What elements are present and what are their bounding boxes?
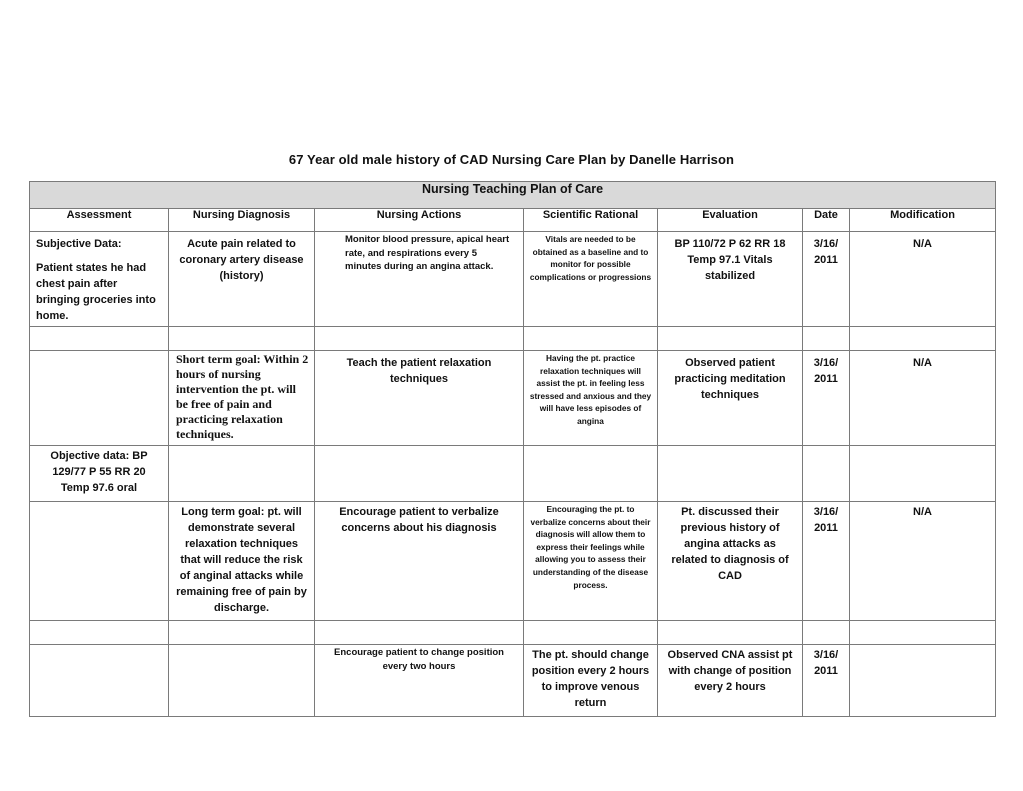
evaluation-cell: BP 110/72 P 62 RR 18 Temp 97.1 Vitals stabilized bbox=[658, 232, 803, 327]
diagnosis-cell: Long term goal: pt. will demonstrate several relaxation techniques that will reduce the risk of anginal attacks while remaining free of pain by discharge. bbox=[169, 502, 315, 621]
action-cell: Monitor blood pressure, apical heart rate, and respirations every 5 minutes during an angina attack. bbox=[315, 232, 524, 327]
action-cell: Teach the patient relaxation techniques bbox=[315, 351, 524, 446]
subjective-label: Subjective Data: bbox=[36, 238, 122, 250]
assessment-cell bbox=[30, 351, 169, 446]
header-row bbox=[30, 209, 996, 232]
assessment-cell bbox=[30, 232, 169, 327]
column-header-date: Date bbox=[803, 209, 850, 232]
care-plan-table bbox=[29, 181, 996, 717]
date-cell: 3/16/ 2011 bbox=[803, 232, 850, 327]
subjective-text: Patient states he had chest pain after bringing groceries into home. bbox=[36, 262, 156, 322]
action-cell: Encourage patient to verbalize concerns about his diagnosis bbox=[315, 502, 524, 621]
objective-data-cell: Objective data: BP 129/77 P 55 RR 20 Temp 97.6 oral bbox=[30, 446, 169, 502]
date-cell: 3/16/ 2011 bbox=[803, 645, 850, 717]
spacer-row bbox=[30, 327, 996, 351]
modification-cell: N/A bbox=[850, 232, 996, 327]
rationale-cell: Having the pt. practice relaxation techniques will assist the pt. in feeling less stressed and anxious and they will have less episodes of angina bbox=[524, 351, 658, 446]
table-row bbox=[30, 232, 996, 327]
table-row bbox=[30, 645, 996, 717]
diagnosis-cell bbox=[169, 645, 315, 717]
spacer-row bbox=[30, 621, 996, 645]
column-header-assessment: Assessment bbox=[30, 209, 169, 232]
table-title-row bbox=[30, 182, 996, 209]
column-header-diagnosis: Nursing Diagnosis bbox=[169, 209, 315, 232]
modification-cell: N/A bbox=[850, 502, 996, 621]
table-row bbox=[30, 351, 996, 446]
table-row bbox=[30, 446, 996, 502]
date-cell: 3/16/ 2011 bbox=[803, 502, 850, 621]
page-title: 67 Year old male history of CAD Nursing Care Plan by Danelle Harrison bbox=[288, 152, 735, 167]
assessment-cell bbox=[30, 645, 169, 717]
modification-cell: N/A bbox=[850, 351, 996, 446]
evaluation-cell: Observed patient practicing meditation techniques bbox=[658, 351, 803, 446]
assessment-cell bbox=[30, 502, 169, 621]
date-cell: 3/16/ 2011 bbox=[803, 351, 850, 446]
column-header-modification: Modification bbox=[850, 209, 996, 232]
evaluation-cell: Pt. discussed their previous history of angina attacks as related to diagnosis of CAD bbox=[658, 502, 803, 621]
table-row bbox=[30, 502, 996, 621]
rationale-cell: Encouraging the pt. to verbalize concerns about their diagnosis will allow them to express their feelings while allowing you to assess their understanding of the disease process. bbox=[524, 502, 658, 621]
column-header-actions: Nursing Actions bbox=[315, 209, 524, 232]
column-header-rationale: Scientific Rational bbox=[524, 209, 658, 232]
rationale-cell: The pt. should change position every 2 hours to improve venous return bbox=[524, 645, 658, 717]
modification-cell bbox=[850, 645, 996, 717]
diagnosis-cell: Acute pain related to coronary artery disease (history) bbox=[169, 232, 315, 327]
column-header-evaluation: Evaluation bbox=[658, 209, 803, 232]
diagnosis-cell: Short term goal: Within 2 hours of nursing intervention the pt. will be free of pain and practicing relaxation techniques. bbox=[169, 351, 315, 446]
action-cell: Encourage patient to change position every two hours bbox=[315, 645, 524, 717]
rationale-cell: Vitals are needed to be obtained as a baseline and to monitor for possible complications or progressions bbox=[524, 232, 658, 327]
evaluation-cell: Observed CNA assist pt with change of position every 2 hours bbox=[658, 645, 803, 717]
table-title: Nursing Teaching Plan of Care bbox=[30, 182, 996, 209]
